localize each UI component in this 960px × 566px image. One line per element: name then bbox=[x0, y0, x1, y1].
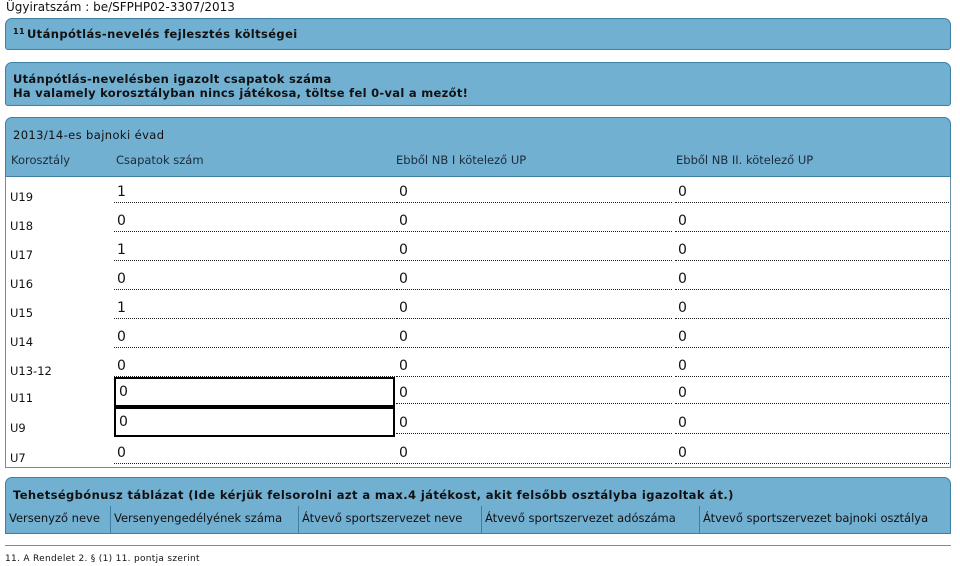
age-group-label: U18 bbox=[10, 219, 34, 233]
teams-panel-instruction: Ha valamely korosztályban nincs játékosa, töltse fel 0-val a mezőt! bbox=[13, 86, 469, 100]
nb1-required-input[interactable]: 0 bbox=[396, 297, 672, 319]
header-license-number: Versenyengedélyének száma bbox=[111, 506, 299, 533]
age-group-label: U17 bbox=[10, 248, 34, 262]
nb1-required-input[interactable]: 0 bbox=[396, 210, 672, 232]
nb2-required-input[interactable]: 0 bbox=[675, 326, 949, 348]
age-group-label: U15 bbox=[10, 306, 34, 320]
age-group-label: U19 bbox=[10, 190, 34, 204]
nb2-required-input[interactable]: 0 bbox=[675, 268, 949, 290]
age-group-label: U16 bbox=[10, 277, 34, 291]
nb1-required-input[interactable]: 0 bbox=[396, 268, 672, 290]
age-group-label: U13-12 bbox=[10, 364, 52, 378]
teams-table-header bbox=[5, 149, 951, 177]
talent-bonus-panel bbox=[5, 477, 951, 507]
nb1-required-input[interactable]: 0 bbox=[396, 442, 672, 464]
nb2-required-input[interactable]: 0 bbox=[675, 355, 949, 377]
nb1-required-input[interactable]: 0 bbox=[396, 412, 672, 434]
season-title: 2013/14-es bajnoki évad bbox=[13, 128, 165, 142]
team-count-input[interactable]: 0 bbox=[114, 210, 395, 232]
nb1-required-input[interactable]: 0 bbox=[396, 326, 672, 348]
age-group-label: U9 bbox=[10, 421, 26, 435]
team-count-input[interactable]: 0 bbox=[114, 355, 395, 377]
header-nb1-required: Ebből NB I kötelező UP bbox=[396, 153, 527, 167]
team-count-input[interactable]: 0 bbox=[114, 407, 395, 437]
section-title-text: Utánpótlás-nevelés fejlesztés költségei bbox=[26, 27, 298, 41]
teams-panel-title: Utánpótlás-nevelésben igazolt csapatok száma bbox=[13, 72, 332, 86]
nb1-required-input[interactable]: 0 bbox=[396, 181, 672, 203]
nb2-required-input[interactable]: 0 bbox=[675, 181, 949, 203]
team-count-input[interactable]: 1 bbox=[114, 297, 395, 319]
footnote-marker: 11 bbox=[13, 27, 25, 36]
section-title bbox=[13, 27, 298, 41]
nb1-required-input[interactable]: 0 bbox=[396, 239, 672, 261]
talent-table-header bbox=[5, 506, 951, 534]
header-team-count: Csapatok szám bbox=[116, 153, 204, 167]
season-panel bbox=[5, 117, 951, 150]
nb2-required-input[interactable]: 0 bbox=[675, 442, 949, 464]
nb1-required-input[interactable]: 0 bbox=[396, 382, 672, 404]
header-receiving-club-tax-id: Átvevő sportszervezet adószáma bbox=[482, 506, 700, 533]
nb2-required-input[interactable]: 0 bbox=[675, 382, 949, 404]
team-count-input[interactable]: 0 bbox=[114, 377, 395, 407]
nb2-required-input[interactable]: 0 bbox=[675, 210, 949, 232]
talent-bonus-title: Tehetségbónusz táblázat (Ide kérjük felsorolni azt a max.4 játékost, akit felsőbb osztályba igazoltak át.) bbox=[13, 488, 734, 502]
team-count-input[interactable]: 0 bbox=[114, 442, 395, 464]
age-group-label: U7 bbox=[10, 451, 26, 465]
nb2-required-input[interactable]: 0 bbox=[675, 412, 949, 434]
footnote: 11. A Rendelet 2. § (1) 11. pontja szerint bbox=[5, 545, 951, 564]
team-count-input[interactable]: 1 bbox=[114, 181, 395, 203]
header-receiving-club-division: Átvevő sportszervezet bajnoki osztálya bbox=[703, 511, 929, 525]
header-nb2-required: Ebből NB II. kötelező UP bbox=[676, 153, 814, 167]
age-group-label: U11 bbox=[10, 391, 34, 405]
header-receiving-club-name: Átvevő sportszervezet neve bbox=[299, 506, 482, 533]
teams-table-body bbox=[5, 177, 951, 468]
case-number: Ügyiratszám : be/SFPHP02-3307/2013 bbox=[6, 0, 235, 14]
age-group-label: U14 bbox=[10, 335, 34, 349]
nb1-required-input[interactable]: 0 bbox=[396, 355, 672, 377]
section-header-panel bbox=[5, 18, 951, 50]
header-player-name: Versenyző neve bbox=[6, 506, 111, 533]
team-count-input[interactable]: 0 bbox=[114, 268, 395, 290]
nb2-required-input[interactable]: 0 bbox=[675, 297, 949, 319]
header-age-group: Korosztály bbox=[11, 153, 71, 167]
nb2-required-input[interactable]: 0 bbox=[675, 239, 949, 261]
teams-info-panel bbox=[5, 62, 951, 106]
team-count-input[interactable]: 0 bbox=[114, 326, 395, 348]
team-count-input[interactable]: 1 bbox=[114, 239, 395, 261]
